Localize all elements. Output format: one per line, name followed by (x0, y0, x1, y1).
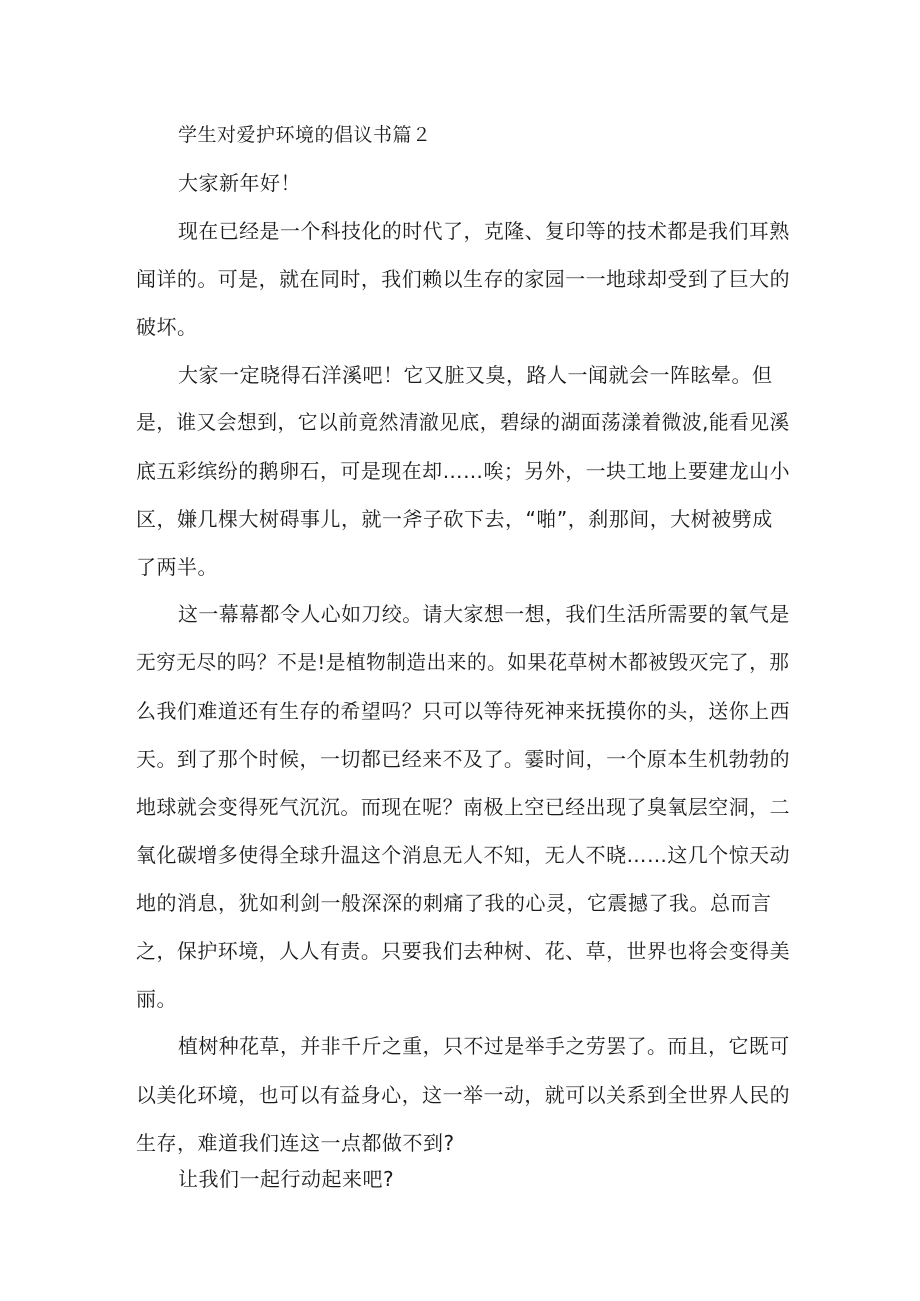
paragraph-line: 丽。 (136, 987, 177, 1011)
paragraph-line: 这一幕幕都令人心如刀绞。请大家想一想，我们生活所需要的氧气是 (178, 603, 790, 626)
paragraph-line: 氧化碳增多使得全球升温这个消息无人不知，无人不晓……这几个惊天动 (136, 843, 791, 867)
paragraph-line: 让我们一起行动起来吧? (178, 1167, 395, 1191)
document-title: 学生对爱护环境的倡议书篇２ (178, 124, 432, 146)
paragraph-line: 区，嫌几棵大树碍事儿，就一斧子砍下去，“啪”，刹那间，大树被劈成 (136, 507, 773, 531)
paragraph-line: 地球就会变得死气沉沉。而现在呢？南极上空已经出现了臭氧层空洞，二 (136, 795, 791, 819)
paragraph-line: 破坏。 (136, 315, 198, 339)
paragraph-line: 底五彩缤纷的鹅卵石，可是现在却……唉；另外，一块工地上要建龙山小 (136, 459, 791, 483)
paragraph-line: 天。到了那个时候，一切都已经来不及了。霎时间，一个原本生机勃勃的 (136, 747, 791, 771)
paragraph-line: 么我们难道还有生存的希望吗？只可以等待死神来抚摸你的头，送你上西 (136, 699, 791, 723)
paragraph-line: 现在已经是一个科技化的时代了，克隆、复印等的技术都是我们耳熟 (178, 220, 790, 243)
paragraph-line: 以美化环境，也可以有益身心，这一举一动，就可以关系到全世界人民的 (136, 1083, 791, 1107)
paragraph-line: 闻详的。可是，就在同时，我们赖以生存的家园一一地球却受到了巨大的 (136, 267, 791, 291)
paragraph-line: 之，保护环境，人人有责。只要我们去种树、花、草，世界也将会变得美 (136, 939, 791, 963)
paragraph-line: 是，谁又会想到，它以前竟然清澈见底，碧绿的湖面荡漾着微波,能看见溪 (136, 411, 790, 434)
paragraph-line: 生存，难道我们连这一点都做不到? (136, 1131, 455, 1155)
paragraph-line: 大家一定晓得石洋溪吧！它又脏又臭，路人一闻就会一阵眩晕。但 (178, 363, 773, 387)
paragraph-line: 植树种花草，并非千斤之重，只不过是举手之劳罢了。而且，它既可 (178, 1035, 790, 1058)
paragraph-line: 无穷无尽的吗？不是!是植物制造出来的。如果花草树木都被毁灭完了，那 (136, 651, 790, 674)
greeting: 大家新年好！ (178, 171, 301, 195)
paragraph-line: 了两半。 (136, 555, 218, 579)
paragraph-line: 地的消息，犹如利剑一般深深的刺痛了我的心灵，它震撼了我。总而言 (136, 891, 772, 915)
